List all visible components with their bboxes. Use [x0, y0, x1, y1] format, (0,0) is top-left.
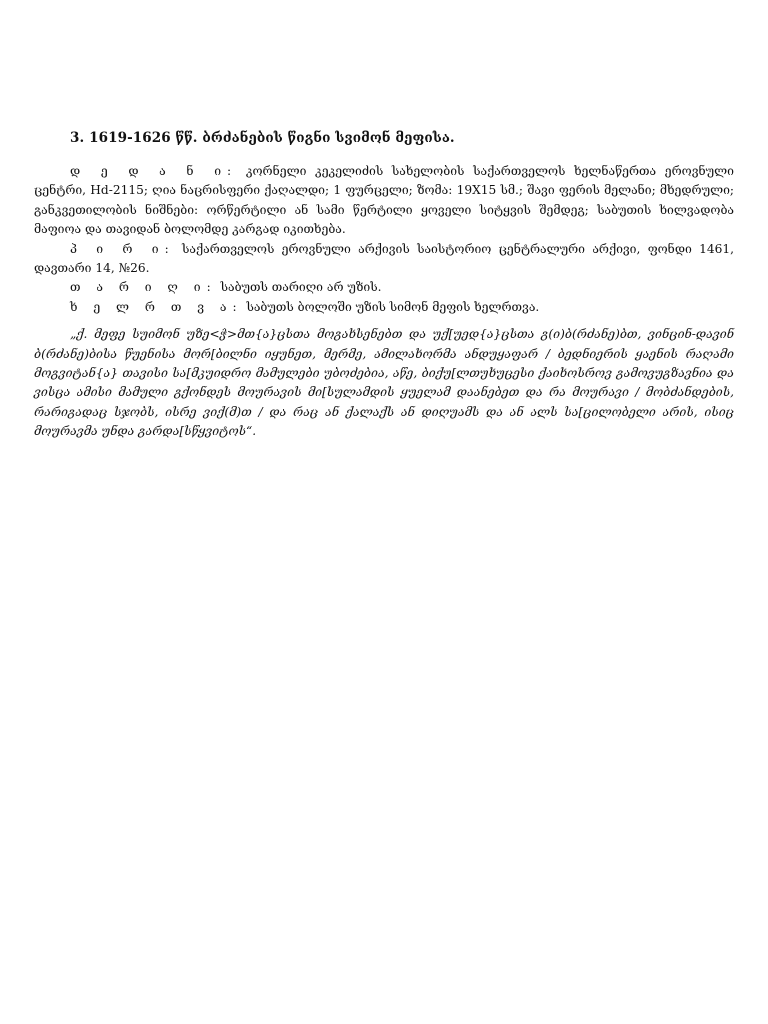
document-quote: „ქ. მეფე სუიმონ უზე<ჭ>მთ{ა}ცსთა მოგახსენებთ და უქ[უედ{ა}ცსთა გ(ი)ბ(რძანე)ბთ, ვინცინ-დავინ ბ(რძანე)ბისა წუენისა მორ[ბილნი იყუნეთ, მერმე, ამილახორმა ანდუყაფარ / ბედნიერის ყაენის რაღამი მოგვიტან{ა} თავისი სა[მკუიდრო მამულები უბოძებია, აწე, ბიქუ[ლთუხუცესი ქაიხოსროვ გამოვუგზავნია და ვისცა ამისი მამული გქონდეს მოურავის მი[სულამდის ყუელამ დაანებეთ და რა მოურავი / მობძანდების, რარიგადაც სჯობს, ისრე ვიქ(მ)თ / და რაც ან ქალაქს ან დიღუამს და ან ალს სა[ცილობელი არის, ისიც მოურავმა უნდა გარდა[სწყვიტოს“.	[34, 327, 734, 439]
document-heading: 3. 1619-1626 წწ. ბრძანების წიგნი სვიმონ მეფისა.	[70, 130, 455, 146]
field-piri-text: საქართველოს ეროვნული არქივის საისტორიო ცენტრალური არქივი, ფონდი 1461, დავთარი 14, №26.	[34, 241, 735, 276]
field-khelrtva-label: ხ ე ლ რ თ ვ ა:	[70, 299, 243, 314]
field-tarigi	[34, 278, 734, 297]
field-khelrtva	[34, 298, 734, 317]
field-deda-label: დ ე დ ა ნ ი:	[70, 164, 238, 178]
document-page	[34, 128, 734, 442]
field-deda	[34, 162, 734, 240]
field-piri	[34, 240, 734, 279]
field-khelrtva-text: საბუთს ბოლოში უზის სიმონ მეფის ხელრთვა.	[246, 299, 540, 314]
field-deda-text: კორნელი კეკელიძის სახელობის საქართველოს ხელნაწერთა ეროვნული ცენტრი, Hd-2115; ღია ნაცრისფერი ქაღალდი; 1 ფურცელი; ზომა: 19X15 სმ.; შავი ფერის მელანი; მხედრული; განკვეთილობის ნიშნები: ორწერტილი ან სამი წერტილი ყოველი სიტყვის შემდეგ; საბუთის ხილვადობა მაფიოა და თავიდან ბოლომდე კარგად იკითხება.	[34, 164, 734, 237]
field-tarigi-text: საბუთს თარიღი არ უზის.	[220, 280, 382, 295]
field-piri-label: პ ი რ ი:	[70, 241, 175, 256]
field-tarigi-label: თ ა რ ი ღ ი:	[70, 280, 217, 295]
